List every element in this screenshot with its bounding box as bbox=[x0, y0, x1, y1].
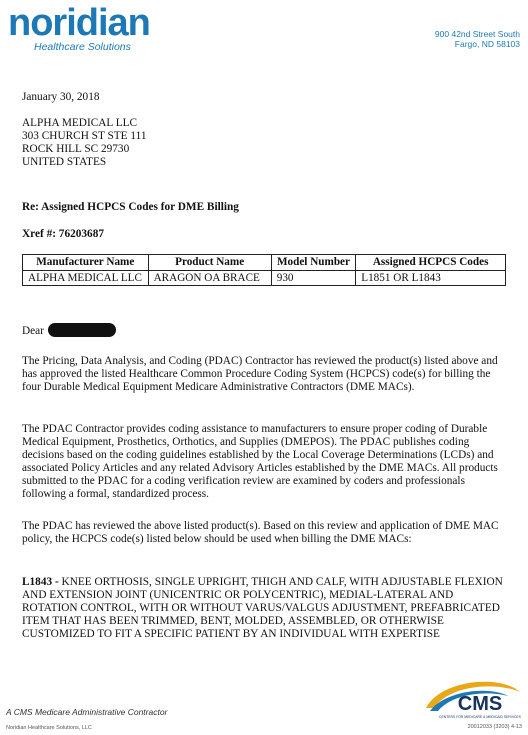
code-description-text: KNEE ORTHOSIS, SINGLE UPRIGHT, THIGH AND CALF, WITH ADJUSTABLE FLEXION AND EXTENSION JOINT (UNICENTRIC OR POLYCENTRIC), MEDIAL-LATERAL AND ROTATION CONTROL, WITH OR WITHOUT VARUS/VALGUS ADJUSTMENT, PREFABRICATED ITEM THAT HAS BEEN TRIMMED, BENT, MOLDED, ASSEMBLED, OR OTHERWISE CUSTOMIZED TO FIT A SPECIFIC PATIENT BY AN INDIVIDUAL WITH EXPERTISE bbox=[22, 576, 503, 640]
redacted-name bbox=[48, 323, 116, 337]
table-header-row bbox=[23, 255, 506, 271]
table-cell: 930 bbox=[271, 270, 356, 286]
cms-wordmark: CMS bbox=[457, 693, 503, 715]
column-header: Product Name bbox=[148, 255, 271, 271]
table-cell: ALPHA MEDICAL LLC bbox=[23, 270, 149, 286]
logo-subtitle: Healthcare Solutions bbox=[34, 41, 131, 53]
address-line-2: Fargo, ND 58103 bbox=[454, 39, 520, 49]
contractor-tagline: A CMS Medicare Administrative Contractor bbox=[6, 707, 168, 717]
cms-tagline: CENTERS FOR MEDICARE & MEDICAID SERVICES bbox=[439, 715, 521, 719]
noridian-logo bbox=[8, 4, 150, 53]
salutation bbox=[22, 323, 508, 338]
paragraph-text: The PDAC Contractor provides coding assistance to manufacturers to ensure proper coding of Durable Medical Equipment, Prosthetics, Orthotics, and Supplies (DMEPOS). The PDAC publishes coding decisions based on the coding guidelines established by the Local Coverage Determinations (LCDs) and associated Policy Articles and any related Advisory Articles established by the DME MACs. All products submitted to the PDAC for a coding verification review are examined by coders and professionals following a formal, standardized process. bbox=[22, 423, 498, 500]
letter-subject: Re: Assigned HCPCS Codes for DME Billing bbox=[22, 201, 239, 213]
letter-date: January 30, 2018 bbox=[22, 91, 100, 103]
paragraph bbox=[22, 355, 508, 394]
logo-wordmark: noridian bbox=[8, 2, 150, 44]
table-cell: ARAGON OA BRACE bbox=[148, 270, 271, 286]
copyright-text: Noridian Healthcare Solutions, LLC bbox=[6, 725, 92, 731]
paragraph-text: The Pricing, Data Analysis, and Coding (PDAC) Contractor has reviewed the product(s) listed above and has approved the listed Healthcare Common Procedure Coding System (HCPCS) code(s) for billing the four Durable Medical Equipment Medicare Administrative Contractors (DME MACs). bbox=[22, 355, 498, 393]
recipient-line: UNITED STATES bbox=[22, 156, 107, 168]
document-code: 20012033 (3203) 4-13 bbox=[467, 724, 522, 730]
recipient-line: ALPHA MEDICAL LLC bbox=[22, 117, 138, 129]
sender-address bbox=[435, 29, 520, 49]
paragraph bbox=[22, 520, 508, 546]
column-header: Assigned HCPCS Codes bbox=[356, 255, 506, 271]
recipient-address bbox=[22, 117, 508, 169]
xref-number: Xref #: 76203687 bbox=[22, 228, 104, 240]
cms-logo bbox=[420, 678, 524, 722]
address-line-1: 900 42nd Street South bbox=[434, 29, 520, 39]
paragraph-text: The PDAC has reviewed the above listed product(s). Based on this review and application of DME MAC policy, the HCPCS code(s) listed below should be used when billing the DME MACs: bbox=[22, 520, 499, 545]
code-description bbox=[22, 576, 508, 641]
hcpcs-code: L1843 - bbox=[22, 576, 62, 588]
column-header: Model Number bbox=[271, 255, 356, 271]
table-row bbox=[23, 270, 506, 286]
recipient-line: ROCK HILL SC 29730 bbox=[22, 143, 130, 155]
table-cell: L1851 OR L1843 bbox=[356, 270, 506, 286]
column-header: Manufacturer Name bbox=[23, 255, 149, 271]
recipient-line: 303 CHURCH ST STE 111 bbox=[22, 130, 147, 142]
product-codes-table bbox=[22, 254, 506, 286]
salutation-text: Dear bbox=[22, 325, 44, 337]
paragraph bbox=[22, 423, 508, 501]
